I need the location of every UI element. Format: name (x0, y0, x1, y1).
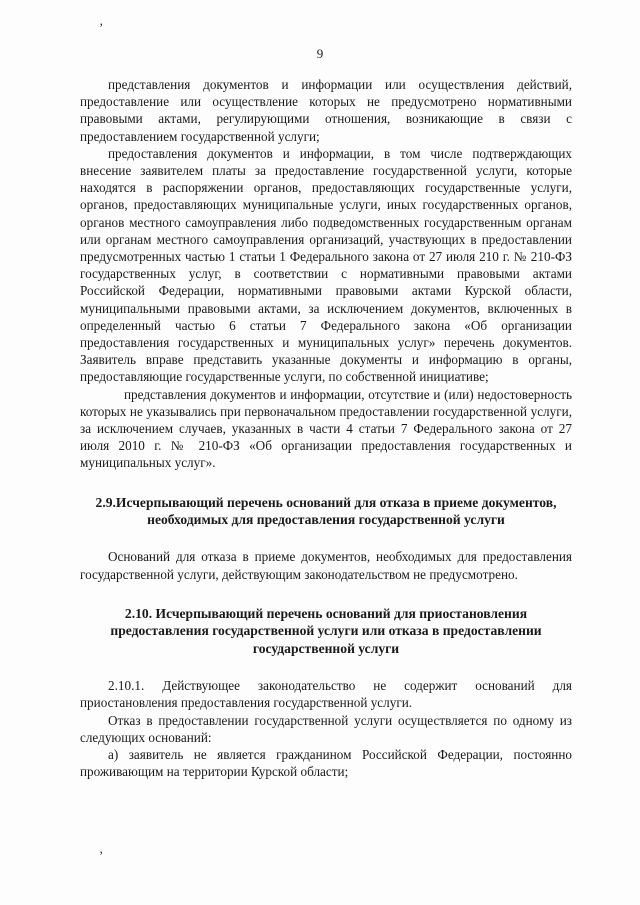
section-heading-2-9: 2.9.Исчерпывающий перечень оснований для отказа в приеме документов, необходимых для предоставления государственной услуги (95, 494, 557, 528)
paragraph-refusal-grounds: Отказ в предоставлении государственной услуги осуществляется по одному из следующих оснований: (80, 712, 572, 745)
document-body (80, 76, 572, 780)
section-heading-2-10: 2.10. Исчерпывающий перечень оснований для приостановления предоставления государственной услуги или отказа в предоставлении государственной услуги (110, 605, 542, 656)
paragraph-documents-absence: представления документов и информации, отсутствие и (или) недостоверность которых не указывались при первоначальном предоставлении государственной услуги, за исключением случаев, указанных в части 4 статьи 7 Федерального закона от 27 июля 2010 г. № 210-ФЗ «Об организации предоставления государственных и муниципальных услуг». (80, 386, 572, 471)
paragraph-ground-a: а) заявитель не является гражданином Российской Федерации, постоянно проживающим на территории Курской области; (80, 746, 572, 780)
paragraph-section-2-9: Оснований для отказа в приеме документов, необходимых для предоставления государственной услуги, действующим законодательством не предусмотрено. (80, 549, 572, 582)
paragraph-2-10-1: 2.10.1. Действующее законодательство не содержит оснований для приостановления предоставления государственной услуги. (80, 678, 572, 711)
page-number: 9 (316, 46, 324, 61)
paragraph-documents-not-required: представления документов и информации или осуществления действий, предоставление или осуществление которых не предусмотрено нормативными правовыми актами, регулирующими отношения, возникающие в связи с предоставлением государственной услуги; (80, 77, 572, 144)
scan-mark-bottom: ’ (99, 848, 104, 863)
scan-mark-top: ’ (99, 20, 104, 35)
paragraph-documents-in-authorities: предоставления документов и информации, в том числе подтверждающих внесение заявителем платы за предоставление государственной услуги, которые находятся в распоряжении органов, предоставляющих государственные услуги, органов, предоставляющих муниципальные услуги, иных государственных органов, органов местного самоуправления либо подведомственных государственным органам или органам местного самоуправления организаций, участвующих в предоставлении предусмотренных частью 1 статьи 1 Федерального закона от 27 июля 210 г. № 210-ФЗ государственных услуг, в соответствии с нормативными правовыми актами Российской Федерации, нормативными правовыми актами Курской области, муниципальными правовыми актами, за исключением документов, включенных в определенный частью 6 статьи 7 Федерального закона «Об организации предоставления государственных и муниципальных услуг» перечень документов. Заявитель вправе представить указанные документы и информацию в органы, предоставляющие государственные услуги, по собственной инициативе; (80, 145, 572, 385)
